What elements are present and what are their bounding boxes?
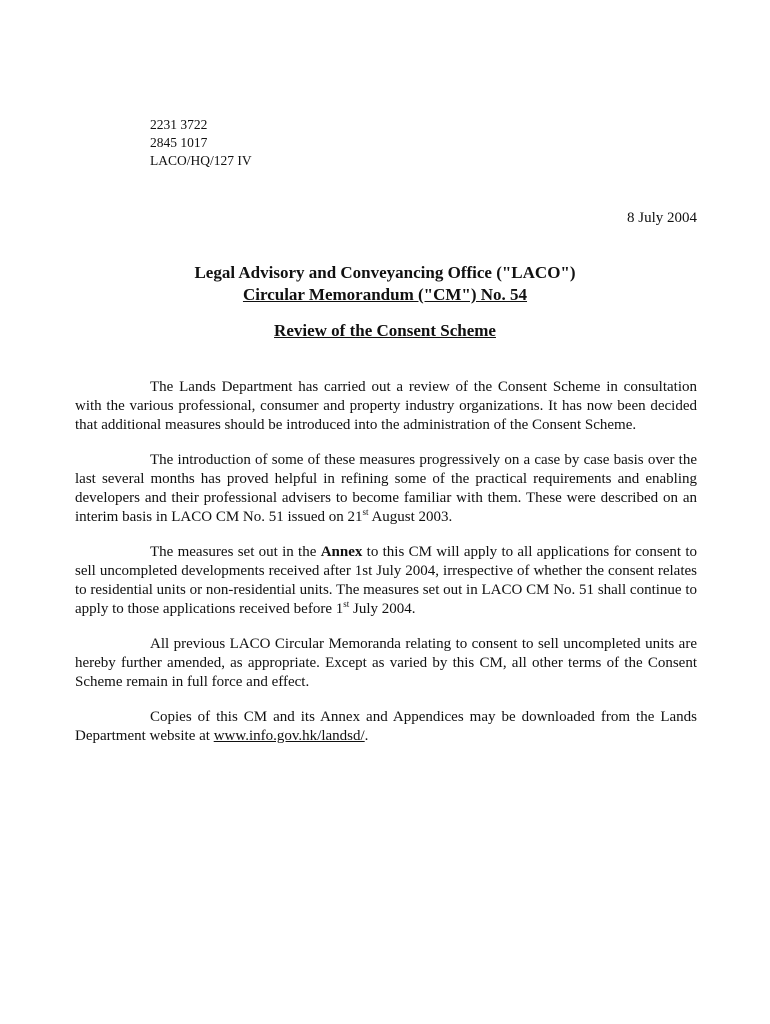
paragraph-5-end: . xyxy=(364,728,369,744)
tel-number: 2231 3722 xyxy=(150,117,208,132)
paragraph-3-middle: to this CM will apply to all applications for consent to sell uncompleted developments received after 1st July 2004, irrespective of whether the consent relates to residential units or non-residential units. The measures set out in LACO CM No. 51 shall continue to apply to those applications received before 1 xyxy=(75,544,697,617)
paragraph-5 xyxy=(75,708,697,746)
body-text xyxy=(75,378,697,762)
title-block xyxy=(0,262,770,342)
paragraph-2-end: August 2003. xyxy=(368,509,453,525)
paragraph-1: The Lands Department has carried out a review of the Consent Scheme in consultation with the various professional, consumer and property industry organizations. It has now been decided that additional measures should be introduced into the administration of the Consent Scheme. xyxy=(75,379,697,433)
file-reference: LACO/HQ/127 IV xyxy=(150,153,252,168)
paragraph-3 xyxy=(75,543,697,619)
office-title: Legal Advisory and Conveyancing Office ("LACO") xyxy=(194,263,576,282)
paragraph-3-end: July 2004. xyxy=(349,601,416,617)
annex-bold: Annex xyxy=(320,544,363,560)
website-link[interactable]: www.info.gov.hk/landsd/ xyxy=(213,728,365,744)
ordinal-suffix: st xyxy=(362,507,369,517)
paragraph-3-text: The measures set out in the xyxy=(150,544,321,560)
paragraph-5-text: Copies of this CM and its Annex and Appendices may be downloaded from the Lands Department website at xyxy=(75,709,697,744)
memo-number: Circular Memorandum ("CM") No. 54 xyxy=(242,285,528,304)
reference-block xyxy=(150,116,252,170)
ordinal-suffix: st xyxy=(343,599,350,609)
document-date: 8 July 2004 xyxy=(626,210,697,226)
paragraph-2 xyxy=(75,451,697,527)
subject-heading: Review of the Consent Scheme xyxy=(274,321,496,340)
fax-number: 2845 1017 xyxy=(150,135,208,150)
paragraph-2-text: The introduction of some of these measures progressively on a case by case basis over the last several months has proved helpful in refining some of the practical requirements and enabling developers and their professional advisers to become familiar with them. These were described on an interim basis in LACO CM No. 51 issued on 21 xyxy=(75,452,697,525)
paragraph-4: All previous LACO Circular Memoranda relating to consent to sell uncompleted units are hereby further amended, as appropriate. Except as varied by this CM, all other terms of the Consent Scheme remain in full force and effect. xyxy=(75,636,697,690)
